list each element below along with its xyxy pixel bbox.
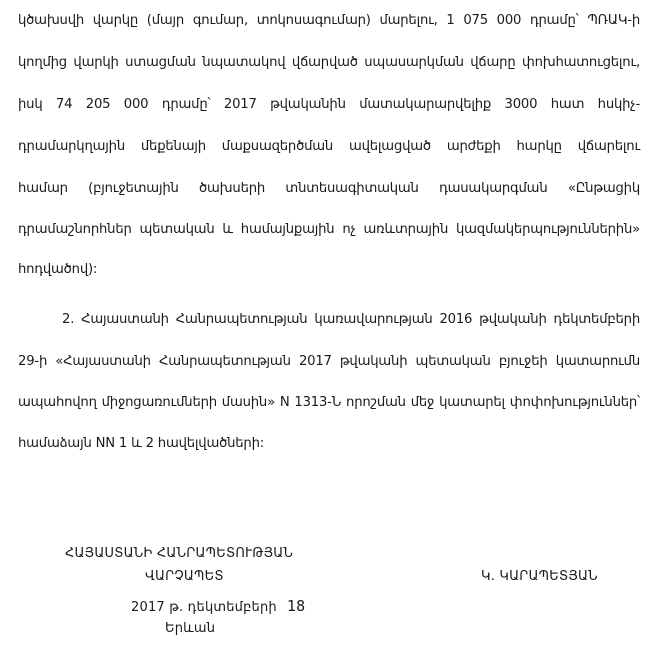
signing-date [131, 597, 305, 615]
text-line: դրամաշնորհներ պետական և համայնքային ոչ առևտրային կազմակերպություններին» [18, 222, 640, 237]
text-line: հոդվածով): [18, 262, 98, 277]
signatory-name: Կ. ԿԱՐԱՊԵՏՅԱՆ [481, 569, 598, 584]
text-line: կծախսվի վարկը (մայր գումար, տոկոսագումար) մարելու, 1 075 000 դրամը՝ ՊՌԱԿ-ի [18, 13, 640, 28]
text-line: իսկ 74 205 000 դրամը՝ 2017 թվականին մատակարարվելիք 3000 հատ հսկիչ- [18, 97, 640, 112]
text-line: կողմից վարկի ստացման նպատակով վճարված սպասարկման վճարը փոխհատուցելու, [18, 55, 640, 70]
signatory-title: ՀԱՅԱՍՏԱՆԻ ՀԱՆՐԱՊԵՏՈՒԹՅԱՆ [65, 546, 294, 561]
text-line: ապահովող միջոցառումների մասին» N 1313-Ն որոշման մեջ կատարել փոփոխություններ՝ [18, 395, 640, 410]
text-line: համար (բյուջետային ծախսերի տնտեսագիտական դասակարգման «Ընթացիկ [18, 181, 640, 196]
text-line: դրամարկղային մեքենայի մաքսազերծման ավելացված արժեքի հարկը վճարելու [18, 139, 640, 154]
text-line: 29-ի «Հայաստանի Հանրապետության 2017 թվականի պետական բյուջեի կատարումն [18, 354, 640, 369]
signatory-position: ՎԱՐՉԱՊԵՏ [145, 569, 224, 584]
text-line: համաձայն NN 1 և 2 հավելվածների: [18, 436, 264, 451]
date-text: 2017 թ. դեկտեմբերի [131, 600, 277, 615]
text-line: 2. Հայաստանի Հանրապետության կառավարության 2016 թվականի դեկտեմբերի [62, 312, 640, 327]
signing-city: Երևան [165, 621, 216, 636]
date-day: 18 [286, 597, 306, 615]
